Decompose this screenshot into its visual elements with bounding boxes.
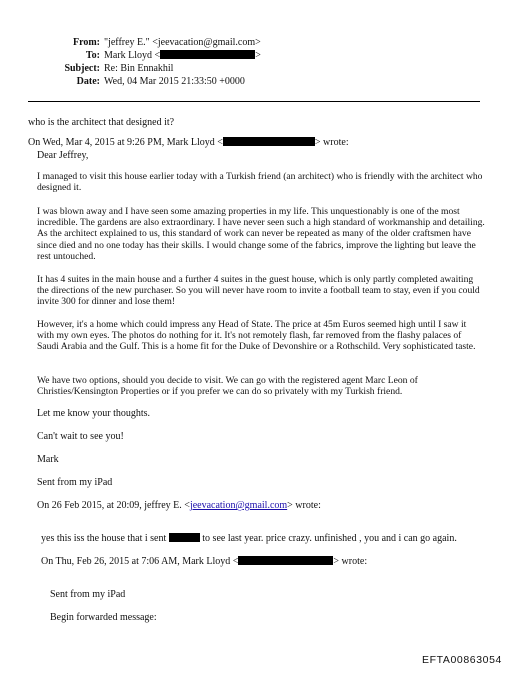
redaction-bar	[169, 533, 200, 542]
to-prefix: Mark Lloyd <	[104, 50, 161, 61]
quote1-suffix: > wrote:	[314, 137, 349, 148]
subject-label: Subject:	[64, 63, 100, 74]
quote-header-3	[41, 556, 367, 568]
signature: Mark	[37, 454, 59, 465]
paragraph-4	[37, 319, 485, 353]
reply-question: who is the architect that designed it?	[28, 117, 175, 128]
date-value: Wed, 04 Mar 2015 21:33:50 +0000	[104, 76, 245, 87]
from-value: "jeffrey E." <jeevacation@gmail.com>	[104, 37, 261, 48]
quote3-suffix: > wrote:	[333, 556, 368, 567]
quote-header-1	[28, 137, 349, 149]
quote-header-2	[37, 500, 321, 512]
to-label: To:	[85, 50, 100, 61]
paragraph-1-text: I managed to visit this house earlier today with a Turkish friend (an architect) who is friendly with the architect who designed it.	[37, 171, 483, 194]
from-label: From:	[72, 37, 100, 48]
redaction-bar	[160, 50, 255, 59]
forwarded-message-label: Begin forwarded message:	[50, 612, 157, 623]
reply-suffix: to see last year. price crazy. unfinished , you and i can go again.	[202, 533, 457, 544]
to-value	[104, 50, 261, 62]
paragraph-6: Let me know your thoughts.	[37, 408, 151, 419]
paragraph-1	[37, 171, 485, 193]
quote2-suffix: > wrote:	[287, 500, 321, 511]
paragraph-2	[37, 206, 485, 262]
reply-prefix: yes this iss the house that i sent	[41, 533, 167, 544]
paragraph-4-text: However, it's a home which could impress any Head of State. The price at 45m Euros seemed high until I saw it with my own eyes. The photos do nothing for it. It's not remotely flash, far removed from the flashy palaces of Saudi Arabia and the Gulf. This is a home fit for the Duke of Devonshire or a Rothschild. Very sophisticated taste.	[37, 319, 476, 353]
quote1-prefix: On Wed, Mar 4, 2015 at 9:26 PM, Mark Lloyd <	[28, 137, 223, 148]
redaction-bar	[223, 137, 315, 146]
paragraph-7: Can't wait to see you!	[37, 431, 124, 442]
paragraph-3-text: It has 4 suites in the main house and a further 4 suites in the guest house, which is only partly completed awaiting the directions of the new purchaser. So you will never have room to invite a football team to stay, even if you could invite 300 for dinner and lose them!	[37, 274, 480, 308]
paragraph-5	[37, 375, 485, 397]
header-divider	[28, 101, 480, 102]
email-link[interactable]: jeevacation@gmail.com	[189, 500, 288, 511]
paragraph-2-text: I was blown away and I have seen some amazing properties in my life. This unquestionably is one of the most incredible. The gardens are also extraordinary. I have never seen such a high standard of workmanship and detailing. As the architect explained to us, this standard of work can never be repeated as many of the older craftsmen have since died and no one today has their skills. I would change some of the fabrics, improve the lighting but leave the rest untouched.	[37, 206, 485, 262]
quote2-prefix: On 26 Feb 2015, at 20:09, jeffrey E. <	[37, 500, 190, 511]
greeting: Dear Jeffrey,	[37, 150, 89, 161]
paragraph-3	[37, 274, 485, 308]
reply-line	[41, 533, 457, 545]
to-suffix: >	[255, 50, 261, 61]
quote3-prefix: On Thu, Feb 26, 2015 at 7:06 AM, Mark Lloyd <	[41, 556, 239, 567]
sent-from-ipad-2: Sent from my iPad	[50, 589, 126, 600]
document-id: EFTA00863054	[422, 654, 502, 666]
redaction-bar	[238, 556, 333, 565]
subject-value: Re: Bin Ennakhil	[104, 63, 174, 74]
date-label: Date:	[76, 76, 100, 87]
paragraph-5-text: We have two options, should you decide to visit. We can go with the registered agent Marc Leon of Christies/Kensington Properties or if you prefer we can do so privately with my Turkish friend.	[37, 375, 418, 398]
sent-from-ipad-1: Sent from my iPad	[37, 477, 113, 488]
